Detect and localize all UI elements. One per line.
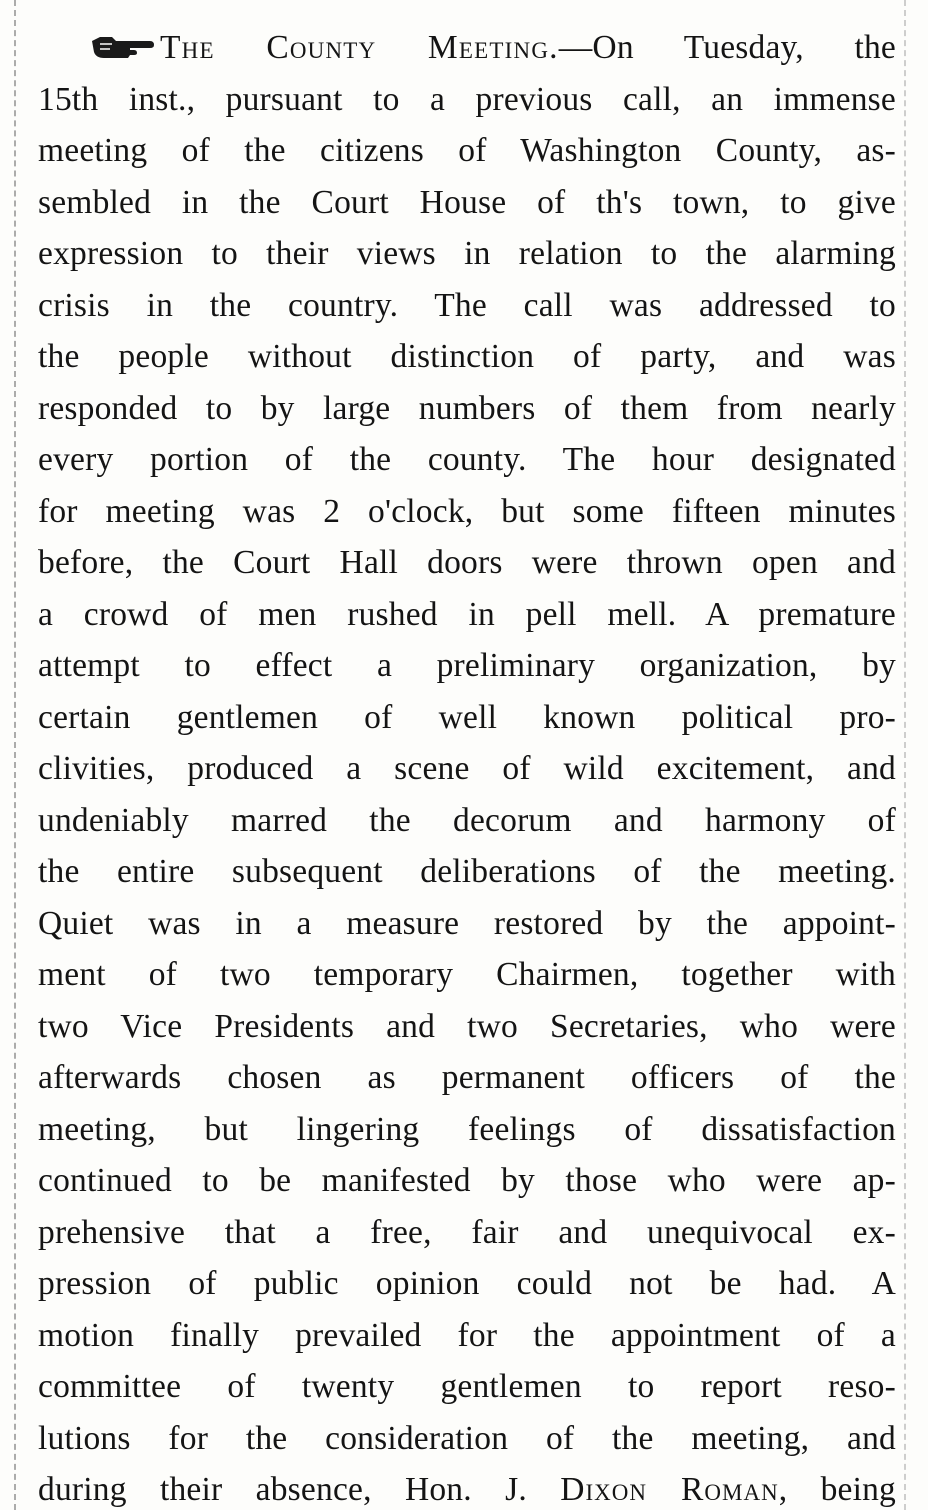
article-first-line — [38, 22, 896, 74]
article-body — [38, 22, 896, 1510]
article-line: 15th inst., pursuant to a previous call, an immense — [38, 80, 896, 118]
article-line: attempt to effect a preliminary organization, by — [38, 647, 896, 684]
article-line: for meeting was 2 o'clock, but some fifteen minutes — [38, 492, 896, 530]
article-line: prehensive that a free, fair and unequivocal ex- — [38, 1213, 896, 1251]
article-line: clivities, produced a scene of wild excitement, and — [38, 750, 896, 787]
article-line: meeting of the citizens of Washington County, as- — [38, 132, 896, 169]
article-line: certain gentlemen of well known political pro- — [38, 698, 896, 736]
article-line: afterwards chosen as permanent officers of the — [38, 1059, 896, 1096]
article-line: sembled in the Court House of th's town, to give — [38, 183, 896, 221]
article-line: continued to be manifested by those who were ap- — [38, 1162, 896, 1199]
person-name: Dixon Roman — [560, 1471, 779, 1508]
article-line: every portion of the county. The hour designated — [38, 441, 896, 478]
last-line-suffix: , being — [778, 1471, 896, 1508]
article-line: committee of twenty gentlemen to report reso- — [38, 1368, 896, 1405]
article-line: lutions for the consideration of the meeting, and — [38, 1419, 896, 1457]
article-heading: The County Meeting. — [160, 29, 559, 66]
article-line: ment of two temporary Chairmen, together with — [38, 956, 896, 993]
article-line: before, the Court Hall doors were thrown open and — [38, 544, 896, 581]
article-last-line — [38, 1464, 896, 1510]
article-line: the entire subsequent deliberations of the meeting. — [38, 853, 896, 890]
column-rule-left — [14, 0, 16, 1510]
article-line: Quiet was in a measure restored by the appoint- — [38, 904, 896, 942]
last-line-prefix: during their absence, Hon. J. — [38, 1471, 561, 1508]
column-rule-right — [904, 0, 906, 1510]
article-line: crisis in the country. The call was addressed to — [38, 286, 896, 324]
article-line: motion finally prevailed for the appointment of a — [38, 1316, 896, 1354]
article-line: the people without distinction of party, and was — [38, 338, 896, 375]
article-line: a crowd of men rushed in pell mell. A premature — [38, 595, 896, 633]
article-line: responded to by large numbers of them from nearly — [38, 389, 896, 427]
article-line: expression to their views in relation to the alarming — [38, 235, 896, 272]
article-line: two Vice Presidents and two Secretaries, who were — [38, 1007, 896, 1045]
article-lead: —On Tuesday, the — [558, 29, 896, 66]
pointing-hand-icon — [90, 33, 156, 61]
article-line: pression of public opinion could not be had. A — [38, 1265, 896, 1302]
article-line: meeting, but lingering feelings of dissatisfaction — [38, 1110, 896, 1148]
article-line: undeniably marred the decorum and harmony of — [38, 801, 896, 839]
